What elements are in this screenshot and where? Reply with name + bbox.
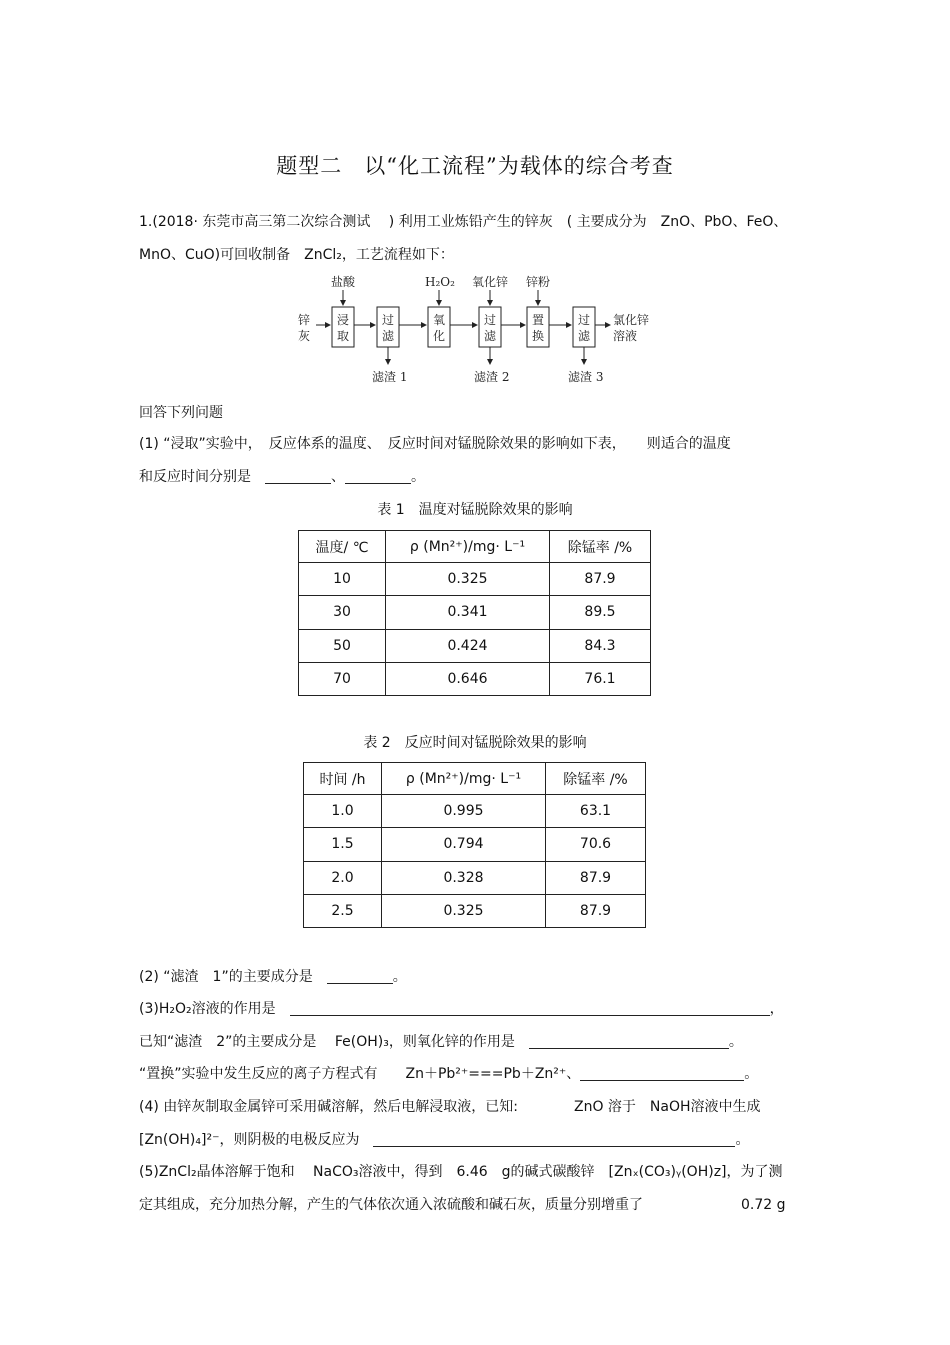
reagent-label: H₂O₂ xyxy=(425,275,455,289)
answer-blank[interactable] xyxy=(265,469,331,484)
table-header: ρ (Mn²⁺)/mg· L⁻¹ xyxy=(386,531,550,563)
table-2-caption: 表 2 反应时间对锰脱除效果的影响 xyxy=(363,735,587,751)
step-label: 取 xyxy=(337,329,350,343)
answer-intro: 回答下列问题 xyxy=(139,405,223,421)
question-1-line-2: MnO、CuO)可回收制备 ZnCl₂，工艺流程如下： xyxy=(139,247,454,263)
table-row: 10 0.325 87.9 xyxy=(299,563,651,596)
table-1 xyxy=(298,530,651,696)
table-1-caption: 表 1 温度对锰脱除效果的影响 xyxy=(377,502,573,518)
step-label: 滤 xyxy=(382,329,395,343)
reagent-label: 盐酸 xyxy=(331,275,356,289)
table-header: ρ (Mn²⁺)/mg· L⁻¹ xyxy=(382,763,546,795)
reagent-label: 锌粉 xyxy=(526,275,551,289)
subquestion-4-line-2: [Zn(OH)₄]²⁻，则阴极的电极反应为 。 xyxy=(139,1132,750,1148)
subquestion-2: (2) “滤渣 1”的主要成分是 。 xyxy=(139,969,407,985)
subquestion-3-line-2: 已知“滤渣 2”的主要成分是 Fe(OH)₃，则氧化锌的作用是 。 xyxy=(139,1034,743,1050)
step-label: 换 xyxy=(532,329,545,343)
table-2 xyxy=(303,762,646,928)
step-label: 浸 xyxy=(337,313,350,327)
step-label: 氧 xyxy=(433,313,446,327)
answer-blank[interactable] xyxy=(345,469,411,484)
page-title: 题型二 以“化工流程”为载体的综合考查 xyxy=(276,154,674,178)
subquestion-4-line-1: (4) 由锌灰制取金属锌可采用碱溶解，然后电解浸取液，已知: ZnO 溶于 NaOH溶液中生成 xyxy=(139,1099,761,1115)
question-1-line-1: 1.(2018· 东莞市高三第二次综合测试 ) 利用工业炼铅产生的锌灰 ( 主要成分为 ZnO、PbO、FeO、 xyxy=(139,214,788,230)
table-row: 30 0.341 89.5 xyxy=(299,596,651,629)
answer-blank[interactable] xyxy=(373,1132,735,1147)
subquestion-1-line-1: (1) “浸取”实验中， 反应体系的温度、 反应时间对锰脱除效果的影响如下表， 则适合的温度 xyxy=(139,436,731,452)
table-header: 除锰率 /% xyxy=(546,763,646,795)
step-label: 过 xyxy=(578,313,591,327)
step-label: 化 xyxy=(433,329,446,343)
table-row: 1.5 0.794 70.6 xyxy=(304,828,646,861)
answer-blank[interactable] xyxy=(580,1066,744,1081)
feed-label: 锌 xyxy=(298,313,311,327)
reagent-label: 氧化锌 xyxy=(472,275,509,289)
step-label: 过 xyxy=(382,313,395,327)
subquestion-5-line-1: (5)ZnCl₂晶体溶解于饱和 NaCO₃溶液中，得到 6.46 g的碱式碳酸锌 [Znₓ(CO₃)ᵧ(OH)z]，为了测 xyxy=(139,1164,783,1180)
step-label: 过 xyxy=(484,313,497,327)
table-row: 2.5 0.325 87.9 xyxy=(304,894,646,927)
table-row: 2.0 0.328 87.9 xyxy=(304,861,646,894)
product-label: 溶液 xyxy=(613,329,638,343)
answer-blank[interactable] xyxy=(290,1001,770,1016)
table-header: 时间 /h xyxy=(304,763,382,795)
feed-label: 灰 xyxy=(298,329,311,343)
subquestion-3-line-3: “置换”实验中发生反应的离子方程式有 Zn＋Pb²⁺===Pb＋Zn²⁺、 。 xyxy=(139,1066,759,1082)
product-label: 氯化锌 xyxy=(613,313,650,327)
subquestion-3-line-1: (3)H₂O₂溶液的作用是 ， xyxy=(139,1001,784,1017)
table-row: 1.0 0.995 63.1 xyxy=(304,795,646,828)
answer-blank[interactable] xyxy=(529,1034,729,1049)
subquestion-1-line-2: 和反应时间分别是 、 。 xyxy=(139,469,425,485)
step-label: 滤 xyxy=(484,329,497,343)
residue-label: 滤渣 3 xyxy=(568,370,604,384)
residue-label: 滤渣 2 xyxy=(474,370,510,384)
table-row: 70 0.646 76.1 xyxy=(299,662,651,695)
table-header: 温度/ ℃ xyxy=(299,531,386,563)
table-header: 除锰率 /% xyxy=(550,531,651,563)
answer-blank[interactable] xyxy=(327,969,393,984)
residue-label: 滤渣 1 xyxy=(372,370,408,384)
process-flow-diagram xyxy=(290,272,670,390)
table-row: 50 0.424 84.3 xyxy=(299,629,651,662)
subquestion-5-line-2: 定其组成，充分加热分解，产生的气体依次通入浓硫酸和碱石灰，质量分别增重了 0.72 g xyxy=(139,1197,786,1213)
step-label: 置 xyxy=(532,313,545,327)
step-label: 滤 xyxy=(578,329,591,343)
